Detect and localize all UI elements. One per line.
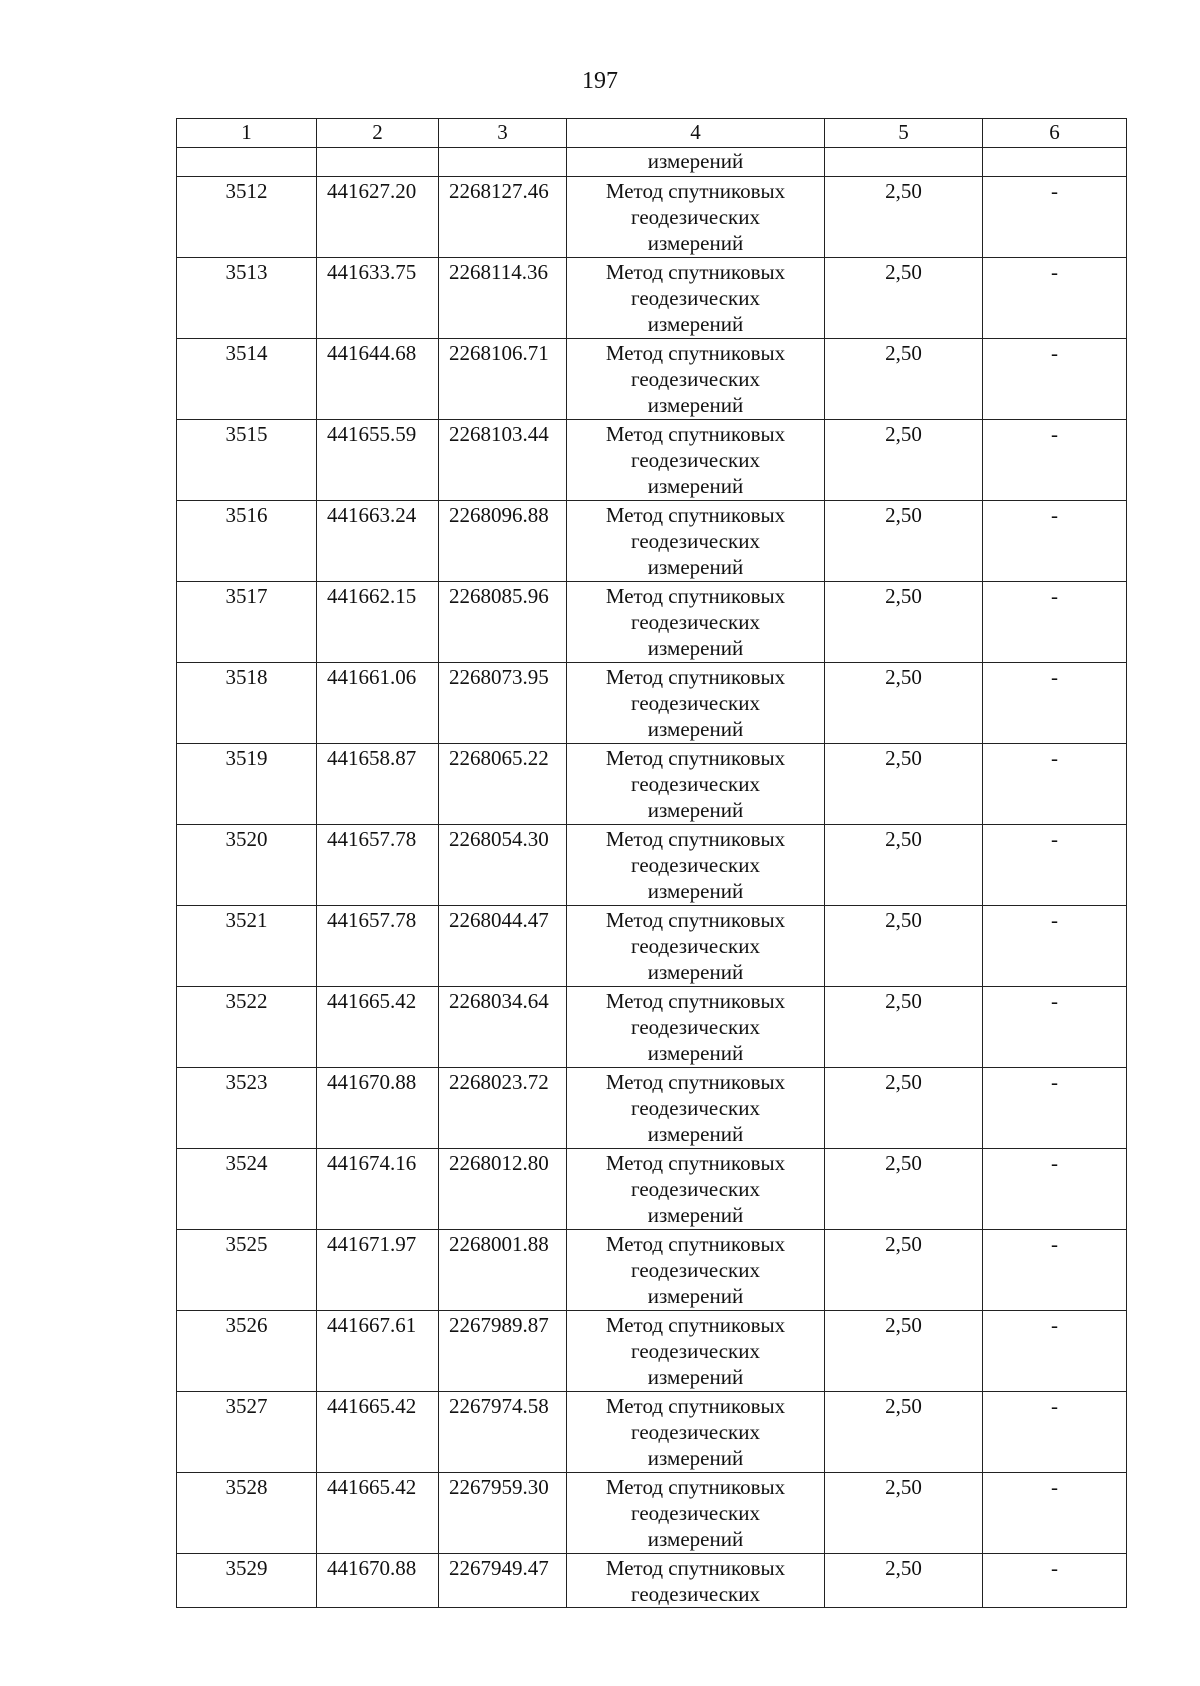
point-number: 3529 (177, 1554, 317, 1608)
coordinate-x: 441627.20 (317, 177, 439, 258)
coordinate-x: 441663.24 (317, 501, 439, 582)
method-line: Метод спутниковых (605, 989, 786, 1013)
method (567, 177, 825, 258)
note: - (983, 177, 1127, 258)
method (567, 1392, 825, 1473)
note: - (983, 258, 1127, 339)
coordinate-x: 441665.42 (317, 1473, 439, 1554)
table-row (177, 1554, 1127, 1608)
note: - (983, 1230, 1127, 1311)
column-header: 6 (983, 119, 1127, 148)
method-line: измерений (647, 717, 744, 741)
note: - (983, 1473, 1127, 1554)
table-row (177, 1230, 1127, 1311)
method-line: геодезических (630, 1015, 760, 1039)
method-line: геодезических (630, 691, 760, 715)
method-line: геодезических (630, 1258, 760, 1282)
method (567, 744, 825, 825)
method (567, 582, 825, 663)
table-row (177, 420, 1127, 501)
method-line: измерений (647, 636, 744, 660)
coordinate-y: 2268034.64 (439, 987, 567, 1068)
coordinate-x: 441662.15 (317, 582, 439, 663)
table-row (177, 744, 1127, 825)
method-line: Метод спутниковых (605, 341, 786, 365)
coordinate-x: 441658.87 (317, 744, 439, 825)
accuracy: 2,50 (825, 1311, 983, 1392)
accuracy: 2,50 (825, 744, 983, 825)
method-line: измерений (647, 1365, 744, 1389)
note: - (983, 1554, 1127, 1608)
method-line: измерений (647, 1527, 744, 1551)
coordinate-y: 2268103.44 (439, 420, 567, 501)
coordinate-x: 441665.42 (317, 1392, 439, 1473)
method (567, 1149, 825, 1230)
point-number: 3523 (177, 1068, 317, 1149)
note: - (983, 663, 1127, 744)
coordinate-y: 2268106.71 (439, 339, 567, 420)
coordinate-y: 2267989.87 (439, 1311, 567, 1392)
point-number: 3524 (177, 1149, 317, 1230)
method-line: измерений (647, 879, 744, 903)
coordinate-y: 2268127.46 (439, 177, 567, 258)
note: - (983, 744, 1127, 825)
accuracy: 2,50 (825, 1473, 983, 1554)
method (567, 501, 825, 582)
note: - (983, 501, 1127, 582)
point-number: 3526 (177, 1311, 317, 1392)
method (567, 1473, 825, 1554)
column-header: 2 (317, 119, 439, 148)
coordinate-y: 2268001.88 (439, 1230, 567, 1311)
coordinate-x: 441644.68 (317, 339, 439, 420)
method-line: Метод спутниковых (605, 422, 786, 446)
coordinate-x: 441665.42 (317, 987, 439, 1068)
method (567, 1230, 825, 1311)
method-line: Метод спутниковых (605, 746, 786, 770)
method-line: Метод спутниковых (605, 584, 786, 608)
method (567, 1311, 825, 1392)
accuracy: 2,50 (825, 501, 983, 582)
point-number: 3514 (177, 339, 317, 420)
table-row (177, 339, 1127, 420)
method-line: Метод спутниковых (605, 1232, 786, 1256)
method-line: Метод спутниковых (605, 1313, 786, 1337)
method-line: Метод спутниковых (605, 1394, 786, 1418)
method-line: измерений (647, 1446, 744, 1470)
column-header: 1 (177, 119, 317, 148)
coordinate-y: 2268044.47 (439, 906, 567, 987)
table-row (177, 1311, 1127, 1392)
coordinate-x: 441661.06 (317, 663, 439, 744)
point-number: 3522 (177, 987, 317, 1068)
note: - (983, 582, 1127, 663)
method-line: измерений (647, 231, 744, 255)
table-row (177, 258, 1127, 339)
method-line: Метод спутниковых (605, 1151, 786, 1175)
table-row (177, 582, 1127, 663)
table-row (177, 1068, 1127, 1149)
method (567, 663, 825, 744)
coordinate-x: 441670.88 (317, 1068, 439, 1149)
point-number: 3513 (177, 258, 317, 339)
coordinate-x: 441655.59 (317, 420, 439, 501)
point-number: 3527 (177, 1392, 317, 1473)
accuracy: 2,50 (825, 663, 983, 744)
note: - (983, 1311, 1127, 1392)
coordinate-x: 441670.88 (317, 1554, 439, 1608)
coordinate-x: 441674.16 (317, 1149, 439, 1230)
coordinate-x: 441657.78 (317, 906, 439, 987)
method-line: геодезических (630, 1177, 760, 1201)
method-line: Метод спутниковых (605, 1475, 786, 1499)
point-number: 3521 (177, 906, 317, 987)
point-number: 3518 (177, 663, 317, 744)
table-row (177, 501, 1127, 582)
method-line: геодезических (630, 1096, 760, 1120)
table-row (177, 663, 1127, 744)
coordinate-x: 441633.75 (317, 258, 439, 339)
method-line: Метод спутниковых (605, 179, 786, 203)
coordinate-y: 2268012.80 (439, 1149, 567, 1230)
method-line: измерений (647, 393, 744, 417)
column-header: 5 (825, 119, 983, 148)
method-line: измерений (647, 555, 744, 579)
method-line: измерений (647, 1122, 744, 1146)
note: - (983, 1149, 1127, 1230)
method-line: геодезических (630, 1501, 760, 1525)
coordinate-y: 2268023.72 (439, 1068, 567, 1149)
method-line: Метод спутниковых (605, 827, 786, 851)
method-line: геодезических (630, 286, 760, 310)
method (567, 825, 825, 906)
table-row (177, 1392, 1127, 1473)
continuation-text: измерений (567, 148, 825, 177)
method-line: Метод спутниковых (605, 908, 786, 932)
accuracy: 2,50 (825, 339, 983, 420)
coordinate-y: 2268085.96 (439, 582, 567, 663)
point-number: 3519 (177, 744, 317, 825)
point-number: 3517 (177, 582, 317, 663)
accuracy: 2,50 (825, 987, 983, 1068)
table-row (177, 825, 1127, 906)
coordinate-y: 2267959.30 (439, 1473, 567, 1554)
coordinate-y: 2267974.58 (439, 1392, 567, 1473)
column-header: 4 (567, 119, 825, 148)
point-number: 3520 (177, 825, 317, 906)
method-line: геодезических (630, 934, 760, 958)
method-line: геодезических (630, 1582, 760, 1606)
method-line: геодезических (630, 1339, 760, 1363)
method-line: Метод спутниковых (605, 665, 786, 689)
method (567, 906, 825, 987)
accuracy: 2,50 (825, 1392, 983, 1473)
accuracy: 2,50 (825, 258, 983, 339)
note: - (983, 987, 1127, 1068)
method (567, 987, 825, 1068)
column-header: 3 (439, 119, 567, 148)
method-line: Метод спутниковых (605, 1556, 786, 1580)
method-line: геодезических (630, 529, 760, 553)
point-number: 3528 (177, 1473, 317, 1554)
method-line: геодезических (630, 853, 760, 877)
point-number: 3512 (177, 177, 317, 258)
accuracy: 2,50 (825, 1230, 983, 1311)
table-row (177, 177, 1127, 258)
method-line: геодезических (630, 205, 760, 229)
accuracy: 2,50 (825, 1068, 983, 1149)
accuracy: 2,50 (825, 582, 983, 663)
method (567, 1554, 825, 1608)
point-number: 3515 (177, 420, 317, 501)
note: - (983, 906, 1127, 987)
accuracy: 2,50 (825, 906, 983, 987)
coordinate-y: 2268114.36 (439, 258, 567, 339)
coordinate-x: 441657.78 (317, 825, 439, 906)
method (567, 1068, 825, 1149)
point-number: 3525 (177, 1230, 317, 1311)
method-line: измерений (647, 1203, 744, 1227)
method-line: измерений (647, 960, 744, 984)
coordinate-y: 2268073.95 (439, 663, 567, 744)
accuracy: 2,50 (825, 1149, 983, 1230)
coordinate-y: 2268054.30 (439, 825, 567, 906)
table-header-row (177, 119, 1127, 148)
accuracy: 2,50 (825, 825, 983, 906)
method-line: измерений (647, 798, 744, 822)
method-line: геодезических (630, 448, 760, 472)
method (567, 420, 825, 501)
coordinate-x: 441667.61 (317, 1311, 439, 1392)
method-line: геодезических (630, 772, 760, 796)
method-line: измерений (647, 474, 744, 498)
table-row (177, 1149, 1127, 1230)
note: - (983, 420, 1127, 501)
table-row (177, 906, 1127, 987)
table-row (177, 987, 1127, 1068)
coordinate-y: 2267949.47 (439, 1554, 567, 1608)
coordinate-x: 441671.97 (317, 1230, 439, 1311)
continuation-row (177, 148, 1127, 177)
note: - (983, 1392, 1127, 1473)
note: - (983, 339, 1127, 420)
page-number: 197 (582, 68, 618, 94)
method-line: измерений (647, 1284, 744, 1308)
method-line: геодезических (630, 367, 760, 391)
method-line: Метод спутниковых (605, 503, 786, 527)
method-line: Метод спутниковых (605, 260, 786, 284)
note: - (983, 825, 1127, 906)
method-line: измерений (647, 312, 744, 336)
method-line: геодезических (630, 1420, 760, 1444)
coordinates-table (176, 118, 1127, 1608)
method (567, 258, 825, 339)
note: - (983, 1068, 1127, 1149)
accuracy: 2,50 (825, 1554, 983, 1608)
method-line: Метод спутниковых (605, 1070, 786, 1094)
point-number: 3516 (177, 501, 317, 582)
accuracy: 2,50 (825, 420, 983, 501)
method-line: геодезических (630, 610, 760, 634)
coordinate-y: 2268065.22 (439, 744, 567, 825)
method (567, 339, 825, 420)
method-line: измерений (647, 1041, 744, 1065)
coordinate-y: 2268096.88 (439, 501, 567, 582)
table-row (177, 1473, 1127, 1554)
accuracy: 2,50 (825, 177, 983, 258)
